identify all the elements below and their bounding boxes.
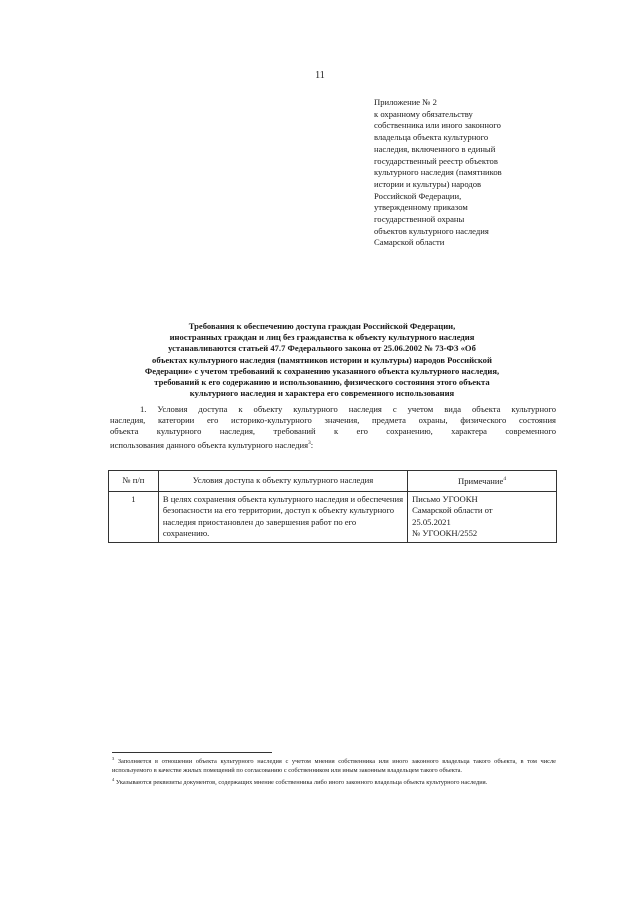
appendix-line: объектов культурного наследия — [374, 225, 489, 236]
cell-conditions: В целях сохранения объекта культурного наследия и обеспечения безопасности на его территории, доступ к объекту культурного наследия приостановлен до завершения работ по его сохранению. — [158, 492, 407, 543]
paragraph-end: : — [310, 439, 314, 450]
paragraph-line: наследия, категории его историко-культурного значения, предмета охраны, физического состояния — [110, 415, 556, 426]
appendix-line: Самарской области — [374, 237, 445, 248]
appendix-line: истории и культуры) народов — [374, 178, 482, 189]
note-line: № УГООКН/2552 — [412, 528, 478, 539]
paragraph-line: 1. Условия доступа к объекту культурного наследия с учетом вида объекта культурного — [140, 404, 556, 414]
header-note — [408, 471, 557, 492]
page-number: 11 — [315, 70, 325, 81]
table-row — [109, 492, 557, 543]
footnote — [112, 755, 556, 775]
footnote-number: 3 — [112, 756, 115, 761]
access-conditions-paragraph — [110, 404, 556, 451]
footnote-number: 4 — [112, 777, 115, 783]
title-line: устанавливаются статьей 47.7 Федерального закона от 25.06.2002 № 73-ФЗ «Об — [168, 343, 476, 354]
note-line: 25.05.2021 — [412, 516, 451, 527]
note-line: Самарской области от — [412, 505, 493, 516]
appendix-line: наследия, включенного в единый — [374, 143, 496, 154]
cell-number: 1 — [109, 492, 159, 543]
title-line: культурного наследия и характера его современного использования — [189, 388, 455, 399]
requirements-title — [96, 321, 548, 399]
appendix-header — [374, 97, 574, 249]
paragraph-line-last — [110, 438, 556, 451]
cell-note — [408, 492, 557, 543]
note-line: Письмо УГООКН — [412, 494, 478, 504]
footnote-ref: 3 — [308, 439, 311, 446]
header-conditions: Условия доступа к объекту культурного наследия — [158, 471, 407, 492]
title-line: требований к его содержанию и использованию, физического состояния этого объекта — [154, 377, 490, 388]
appendix-line: владельца объекта культурного — [374, 132, 489, 143]
title-line: Федерации» с учетом требований к сохранению указанного объекта культурного наследия, — [144, 365, 500, 376]
footnotes — [112, 755, 556, 789]
header-note-label: Примечание — [458, 476, 504, 487]
footnote-ref: 4 — [503, 476, 507, 483]
paragraph-line-text: использования данного объекта культурного наследия — [110, 439, 309, 450]
appendix-line: Приложение № 2 — [374, 97, 437, 107]
appendix-line: государственной охраны — [374, 214, 465, 225]
title-line: иностранных граждан и лиц без гражданства к объекту культурного наследия — [169, 332, 475, 343]
footnote-text: Указываются реквизиты документов, содержащих мнение собственника либо иного законного владельца объекта культурного наследия. — [115, 779, 488, 787]
footnote-separator — [112, 752, 272, 753]
table-header-row — [109, 471, 557, 492]
appendix-line: утвержденному приказом — [374, 202, 468, 213]
paragraph-line: объекта культурного наследия, требований к его сохранению, характера современного — [110, 426, 556, 437]
appendix-line: государственный реестр объектов — [374, 155, 498, 166]
appendix-line: культурного наследия (памятников — [374, 167, 502, 178]
access-conditions-table — [108, 470, 557, 543]
appendix-line: Российской Федерации, — [374, 190, 462, 201]
appendix-line: собственника или иного законного — [374, 120, 501, 131]
footnote-text: Заполняется в отношении объекта культурного наследия с учетом мнения собственника или иного законного владельца такого объекта, в том числе используемого в качестве жилых помещений по согласованию с собственником или иным законным владельцем такого объекта. — [112, 758, 556, 774]
appendix-line: к охранному обязательству — [374, 108, 473, 119]
title-line: Требования к обеспечению доступа граждан Российской Федерации, — [188, 321, 456, 331]
footnote — [112, 776, 556, 788]
title-line: объектах культурного наследия (памятников истории и культуры) народов Российской — [152, 354, 492, 365]
header-number: № п/п — [109, 471, 159, 492]
